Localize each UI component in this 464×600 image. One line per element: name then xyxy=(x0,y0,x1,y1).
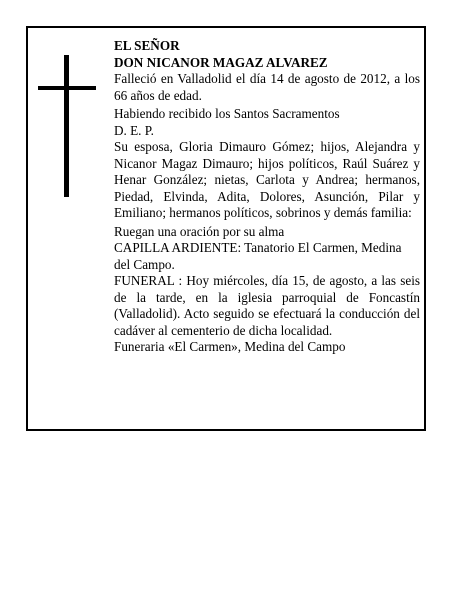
title-line-1: EL SEÑOR xyxy=(114,38,180,53)
rip-line: D. E. P. xyxy=(114,122,154,138)
death-notice: Falleció en Valladolid el día 14 de agosto de 2012, a los 66 años de edad. xyxy=(114,71,420,103)
funeral-info: FUNERAL : Hoy miércoles, día 15, de agosto, a las seis de la tarde, en la iglesia parroquial de Foncastín (Valladolid). Acto seguido se efectuará la conducción del cadáver al cementerio de dicha localidad. xyxy=(114,273,420,338)
sacraments-line: Habiendo recibido los Santos Sacramentos xyxy=(114,106,340,121)
deceased-name: DON NICANOR MAGAZ ALVAREZ xyxy=(114,54,328,70)
family-list: Su esposa, Gloria Dimauro Gómez; hijos, Alejandra y Nicanor Magaz Dimauro; hijos políticos, Raúl Suárez y Henar González; nietas, Carlota y Andrea; hermanos, Piedad, Elvinda, Adita, Dolores, Asunción, Pilar y Emiliano; hermanos políticos, sobrinos y demás familia: xyxy=(114,139,420,220)
cross-icon xyxy=(64,55,69,197)
obituary-text xyxy=(114,38,420,356)
funeral-home: Funeraria «El Carmen», Medina del Campo xyxy=(114,339,346,354)
chapel-info: CAPILLA ARDIENTE: Tanatorio El Carmen, Medina del Campo. xyxy=(114,240,402,272)
prayer-request: Ruegan una oración por su alma xyxy=(114,223,285,239)
cross-icon-crossbar xyxy=(38,86,96,90)
